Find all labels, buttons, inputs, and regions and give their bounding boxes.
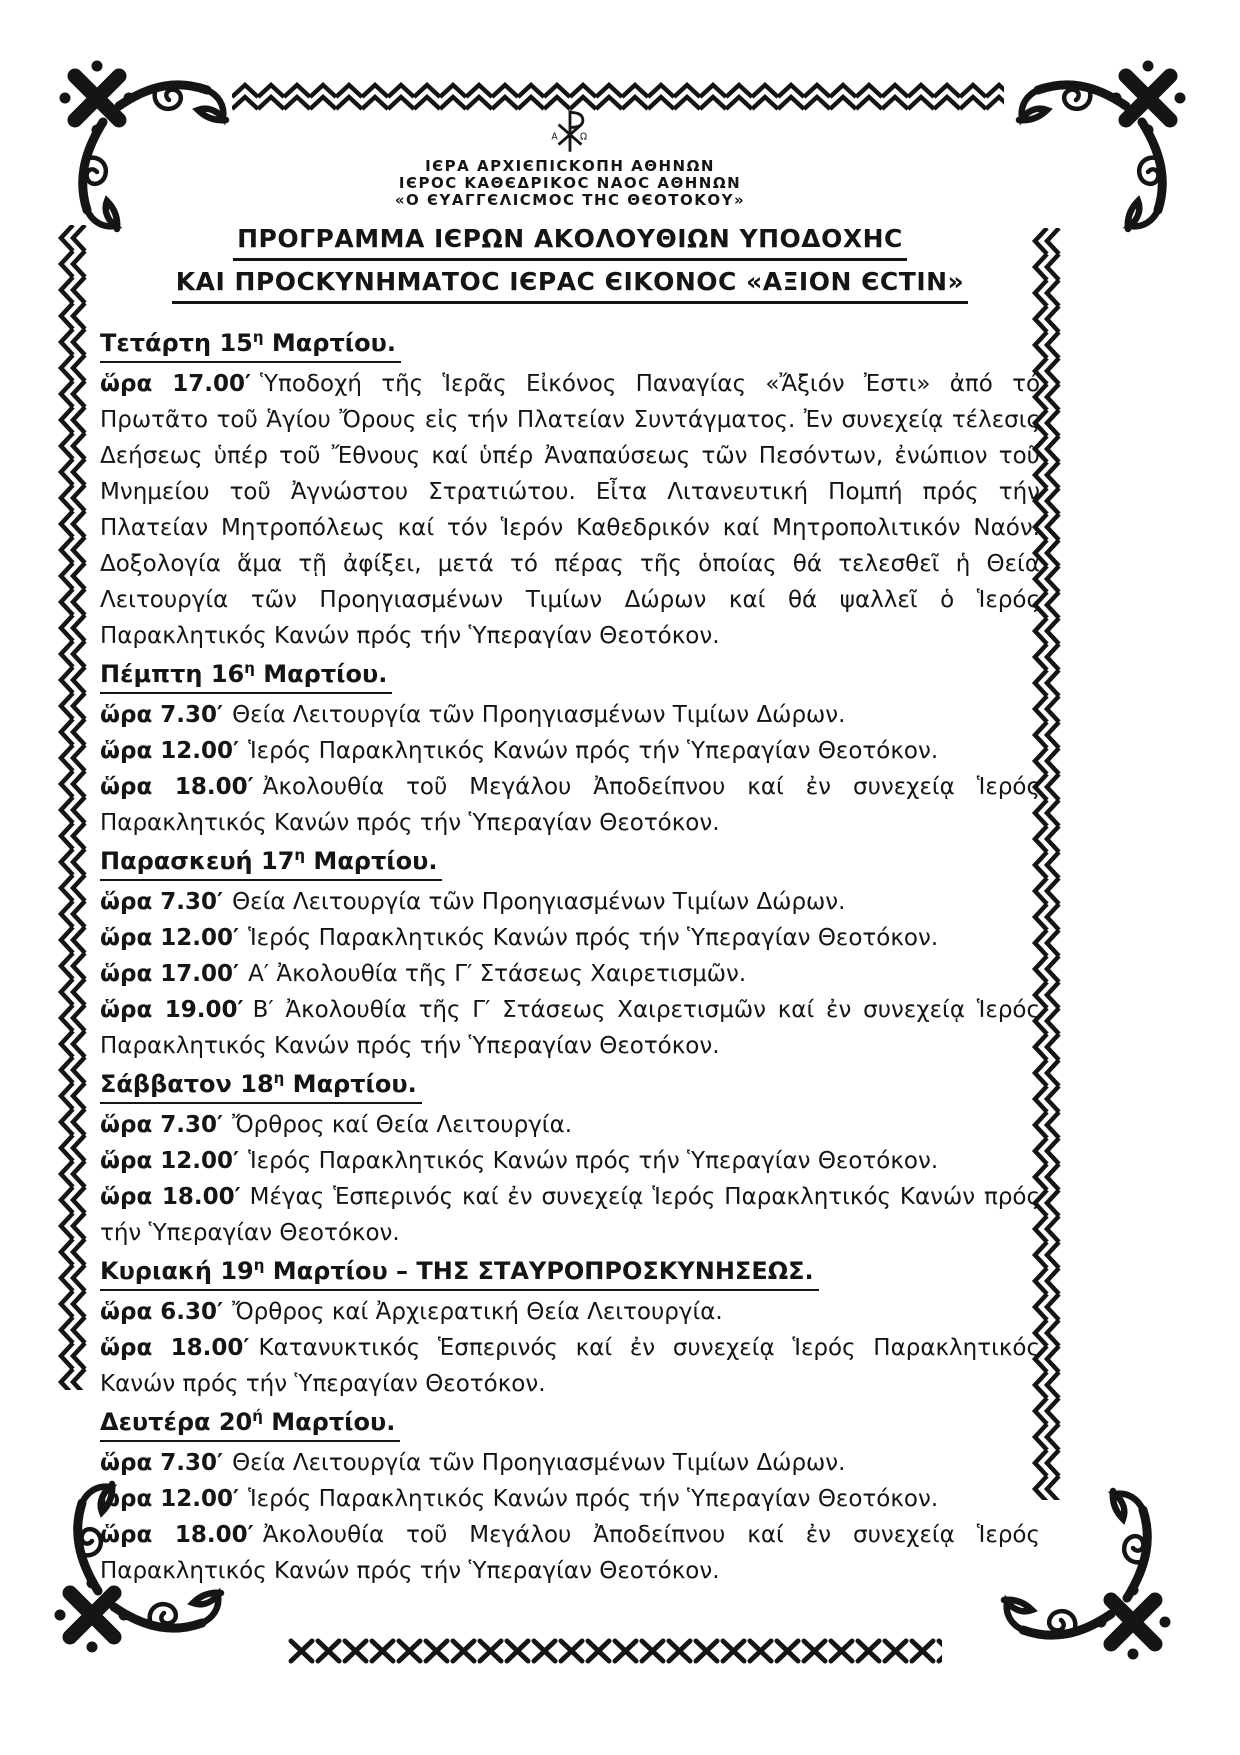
day-title-rest: Μαρτίου.	[284, 1070, 417, 1098]
day-ordinal: η	[253, 1256, 265, 1274]
schedule-entry	[100, 733, 1040, 769]
entry-text: Β′ Ἀκολουθία τῆς Γ′ Στάσεως Χαιρετισμῶν καί ἐν συνεχείᾳ Ἱερός Παρακλητικός Κανών πρός τήν Ὑπεραγίαν Θεοτόκον.	[100, 997, 1040, 1059]
schedule-entry	[100, 920, 1040, 956]
day-heading	[100, 844, 442, 881]
day-ordinal: ή	[252, 1407, 263, 1425]
entry-text: Μέγας Ἑσπερινός καί ἐν συνεχείᾳ Ἱερός Παρακλητικός Κανών πρός τήν Ὑπεραγίαν Θεοτόκον.	[100, 1184, 1041, 1246]
day-entries	[100, 1294, 1040, 1402]
day-section-friday	[100, 844, 1040, 1064]
entry-time-label: ὥρα 19.00′	[100, 997, 244, 1023]
entry-text: Ἱερός Παρακλητικός Κανών πρός τήν Ὑπεραγίαν Θεοτόκον.	[248, 1148, 939, 1174]
title-line-2: ΚΑΙ ΠΡΟCΚΥΝΗΜΑΤΟC ΙЄΡΑC ЄΙΚΟΝΟC «ΑΞΙΟΝ ЄCΤΙΝ»	[172, 264, 968, 304]
schedule-entry	[100, 884, 1040, 920]
entry-time-label: ὥρα 7.30′	[100, 889, 224, 915]
title-line-1: ΠΡΟΓΡΑΜΜΑ ΙЄΡΩΝ ΑΚΟΛΟΥΘΙΩΝ ΥΠΟΔΟΧΗC	[233, 221, 907, 261]
schedule-entry	[100, 1107, 1040, 1143]
entry-time-label: ὥρα 6.30′	[100, 1299, 224, 1325]
entry-time-label: ὥρα 18.00′	[100, 1184, 241, 1210]
document-title	[100, 221, 1040, 304]
day-ordinal: η	[244, 659, 255, 677]
day-entries	[100, 366, 1040, 654]
chi-rho-icon	[547, 106, 593, 156]
day-heading	[100, 657, 392, 694]
entry-time-label: ὥρα 18.00′	[100, 1335, 250, 1361]
document-content	[100, 106, 1040, 1591]
day-title-rest: Μαρτίου.	[305, 847, 438, 875]
entry-text: Ὄρθρος καί Ἀρχιερατική Θεία Λειτουργία.	[232, 1299, 723, 1325]
entry-text: Ὄρθρος καί Θεία Λειτουργία.	[232, 1112, 573, 1138]
schedule-entry	[100, 956, 1040, 992]
entry-text: Α′ Ἀκολουθία τῆς Γ′ Στάσεως Χαιρετισμῶν.	[248, 961, 747, 987]
day-title-rest: Μαρτίου – ΤΗΣ ΣΤΑΥΡΟΠΡΟΣΚΥΝΗΣΕΩΣ.	[264, 1257, 814, 1285]
schedule-entry	[100, 1179, 1040, 1251]
day-title: Δευτέρα 20	[100, 1408, 253, 1436]
day-entries	[100, 1445, 1040, 1589]
entry-text: Θεία Λειτουργία τῶν Προηγιασμένων Τιμίων Δώρων.	[232, 889, 846, 915]
day-ordinal: η	[273, 1069, 285, 1087]
day-entries	[100, 1107, 1040, 1251]
entry-time-label: ὥρα 12.00′	[100, 1148, 240, 1174]
day-ordinal: η	[294, 846, 306, 864]
day-title: Πέμπτη 16	[100, 660, 245, 688]
day-section-sunday	[100, 1254, 1040, 1402]
day-title: Σάββατον 18	[100, 1070, 274, 1098]
entry-time-label: ὥρα 18.00′	[100, 1522, 254, 1548]
entry-text: Θεία Λειτουργία τῶν Προηγιασμένων Τιμίων Δώρων.	[232, 702, 846, 728]
bottom-cross-stitch-border	[288, 1638, 942, 1664]
entry-time-label: ὥρα 18.00′	[100, 774, 254, 800]
schedule-entry	[100, 1517, 1040, 1589]
day-title: Τετάρτη 15	[100, 329, 253, 357]
day-entries	[100, 697, 1040, 841]
day-heading	[100, 1405, 400, 1442]
entry-text: Ἱερός Παρακλητικός Κανών πρός τήν Ὑπεραγίαν Θεοτόκον.	[248, 738, 939, 764]
day-heading	[100, 326, 401, 363]
day-title-rest: Μαρτίου.	[262, 1408, 396, 1436]
day-title-rest: Μαρτίου.	[263, 329, 396, 357]
entry-time-label: ὥρα 17.00′	[100, 371, 252, 397]
day-heading	[100, 1067, 422, 1104]
entry-text: Ἀκολουθία τοῦ Μεγάλου Ἀποδείπνου καί ἐν συνεχείᾳ Ἱερός Παρακλητικός Κανών πρός τήν Ὑπεραγίαν Θεοτόκον.	[100, 1522, 1041, 1584]
entry-text: Ἀκολουθία τοῦ Μεγάλου Ἀποδείπνου καί ἐν συνεχείᾳ Ἱερός Παρακλητικός Κανών πρός τήν Ὑπεραγίαν Θεοτόκον.	[100, 774, 1041, 836]
day-title: Κυριακή 19	[100, 1257, 254, 1285]
day-heading	[100, 1254, 819, 1291]
schedule-entry	[100, 1330, 1040, 1402]
schedule-entry	[100, 366, 1040, 654]
letterhead-line-2: ΙЄΡΟC ΚΑΘЄΔΡΙΚΟC ΝΑΟC ΑΘΗΝΩΝ	[398, 174, 742, 192]
schedule-entry	[100, 769, 1040, 841]
letterhead-line-3: «Ο ЄΥΑΓΓЄΛΙCΜΟC ΤΗC ΘЄΟΤΟΚΟΥ»	[394, 191, 746, 209]
day-ordinal: η	[252, 328, 264, 346]
schedule-entry	[100, 1445, 1040, 1481]
entry-text: Θεία Λειτουργία τῶν Προηγιασμένων Τιμίων Δώρων.	[232, 1450, 846, 1476]
day-title-rest: Μαρτίου.	[254, 660, 388, 688]
left-zigzag-border	[56, 225, 88, 1390]
alpha-letter: Α	[551, 131, 558, 143]
entry-time-label: ὥρα 17.00′	[100, 961, 240, 987]
entry-time-label: ὥρα 12.00′	[100, 1486, 240, 1512]
day-section-thursday	[100, 657, 1040, 841]
day-section-monday	[100, 1405, 1040, 1589]
day-section-saturday	[100, 1067, 1040, 1251]
entry-text: Ἱερός Παρακλητικός Κανών πρός τήν Ὑπεραγίαν Θεοτόκον.	[248, 1486, 939, 1512]
schedule-entry	[100, 1294, 1040, 1330]
schedule-entry	[100, 1481, 1040, 1517]
day-section-wednesday	[100, 326, 1040, 654]
letterhead	[100, 106, 1040, 209]
entry-time-label: ὥρα 7.30′	[100, 1450, 224, 1476]
entry-text: Ἱερός Παρακλητικός Κανών πρός τήν Ὑπεραγίαν Θεοτόκον.	[248, 925, 939, 951]
entry-time-label: ὥρα 12.00′	[100, 925, 240, 951]
omega-letter: Ω	[580, 131, 588, 143]
day-title: Παρασκευή 17	[100, 847, 295, 875]
entry-time-label: ὥρα 7.30′	[100, 1112, 224, 1138]
schedule-entry	[100, 697, 1040, 733]
entry-time-label: ὥρα 7.30′	[100, 702, 224, 728]
schedule-entry	[100, 992, 1040, 1064]
entry-time-label: ὥρα 12.00′	[100, 738, 240, 764]
day-entries	[100, 884, 1040, 1064]
entry-text: Κατανυκτικός Ἑσπερινός καί ἐν συνεχείᾳ Ἱερός Παρακλητικός Κανών πρός τήν Ὑπεραγίαν Θεοτόκον.	[100, 1335, 1041, 1397]
entry-text: Ὑποδοχή τῆς Ἱερᾶς Εἰκόνος Παναγίας «Ἄξιόν Ἐστι» ἀπό τό Πρωτᾶτο τοῦ Ἁγίου Ὄρους εἰς τήν Πλατείαν Συντάγματος. Ἐν συνεχείᾳ τέλεσις Δεήσεως ὑπέρ τοῦ Ἔθνους καί ὑπέρ Ἀναπαύσεως τῶν Πεσόντων, ἐνώπιον τοῦ Μνημείου τοῦ Ἀγνώστου Στρατιώτου. Εἶτα Λιτανευτική Πομπή πρός τήν Πλατείαν Μητροπόλεως καί τόν Ἱερόν Καθεδρικόν καί Μητροπολιτικόν Ναόν. Δοξολογία ἅμα τῇ ἀφίξει, μετά τό πέρας τῆς ὁποίας θά τελεσθεῖ ἡ Θεία Λειτουργία τῶν Προηγιασμένων Τιμίων Δώρων καί θά ψαλλεῖ ὁ Ἱερός Παρακλητικός Κανών πρός τήν Ὑπεραγίαν Θεοτόκον.	[100, 371, 1041, 649]
schedule-entry	[100, 1143, 1040, 1179]
service-schedule	[100, 326, 1040, 1589]
letterhead-line-1: ΙЄΡΑ ΑΡΧΙЄΠΙCΚΟΠΗ ΑΘΗΝΩΝ	[425, 157, 715, 175]
